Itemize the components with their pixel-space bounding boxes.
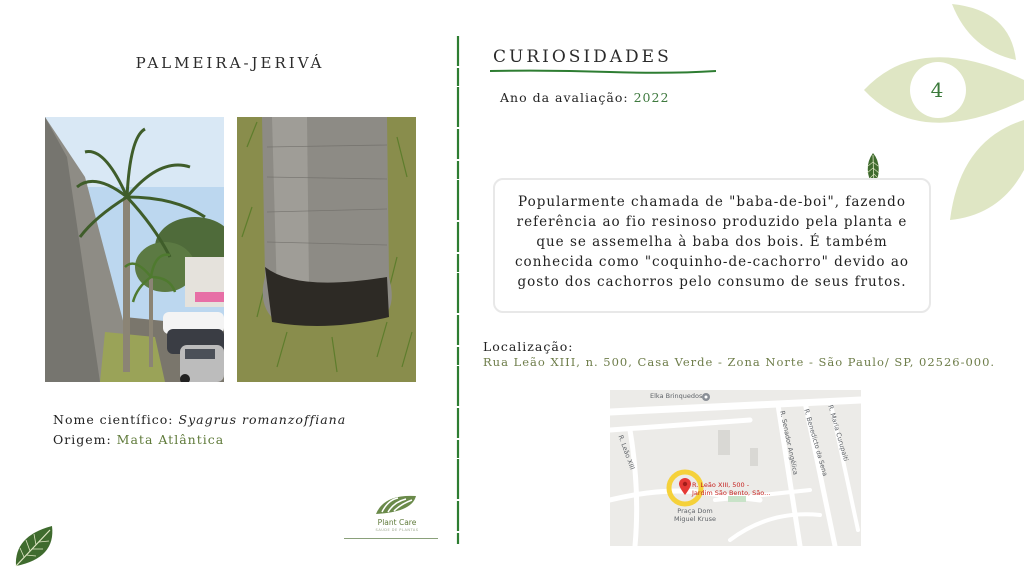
page-number: 4 xyxy=(930,78,944,102)
map-pin-line2: Jardim São Bento, São... xyxy=(692,489,771,497)
location-label: Localização: xyxy=(483,339,574,354)
year-label: Ano da avaliação: xyxy=(500,90,634,105)
map-pin-icon[interactable] xyxy=(679,478,691,496)
map-street-benedicto: R. Benedicto da Sena xyxy=(802,408,830,478)
origin xyxy=(53,432,224,447)
scientific-name-value: Syagrus romanzoffiana xyxy=(178,412,347,427)
leaf-icon xyxy=(12,522,60,570)
leaf-decoration xyxy=(860,0,1024,225)
map-plaza-line1: Praça Dom xyxy=(677,507,713,515)
logo-name: Plant Care xyxy=(377,518,417,527)
scientific-name xyxy=(53,412,346,427)
logo-subtitle: SAÚDE DE PLANTAS xyxy=(375,528,419,532)
description-box: Popularmente chamada de "baba-de-boi", fazendo referência ao fio resinoso produzido pela planta e que se assemelha à baba dos bois. É também conhecida como "coquinho-de-cachorro" devido ao gosto dos cachorros pelo consumo de seus frutos. xyxy=(493,178,931,313)
map-pin-line1: R. Leão XIII, 500 - xyxy=(692,481,750,489)
title-underline xyxy=(490,68,716,74)
origin-value: Mata Atlântica xyxy=(116,432,225,447)
logo-divider xyxy=(344,538,438,539)
trunk-photo xyxy=(237,117,416,382)
location-address: Rua Leão XIII, n. 500, Casa Verde - Zona Norte - São Paulo/ SP, 02526-000. xyxy=(483,355,996,369)
evaluation-year xyxy=(500,90,669,105)
map-street-sena: R. Senador Angélica xyxy=(778,410,800,476)
plant-title: PALMEIRA-JERIVÁ xyxy=(135,54,325,72)
shell-leaf-logo-icon xyxy=(374,492,420,518)
scientific-name-label: Nome científico: xyxy=(53,412,179,427)
origin-label: Origem: xyxy=(53,432,117,447)
section-title: CURIOSIDADES xyxy=(493,47,672,67)
map-poi-label: Elka Brinquedos xyxy=(650,392,703,400)
map-plaza-line2: Miguel Kruse xyxy=(674,515,716,523)
location-map[interactable] xyxy=(610,390,861,546)
vertical-divider xyxy=(455,36,461,544)
year-value: 2022 xyxy=(633,90,670,105)
map-street-maria: R. Maria Curupaiti xyxy=(826,404,851,463)
palm-tree-photo xyxy=(45,117,224,382)
map-street-leao: R. Leão XIII xyxy=(616,434,637,471)
